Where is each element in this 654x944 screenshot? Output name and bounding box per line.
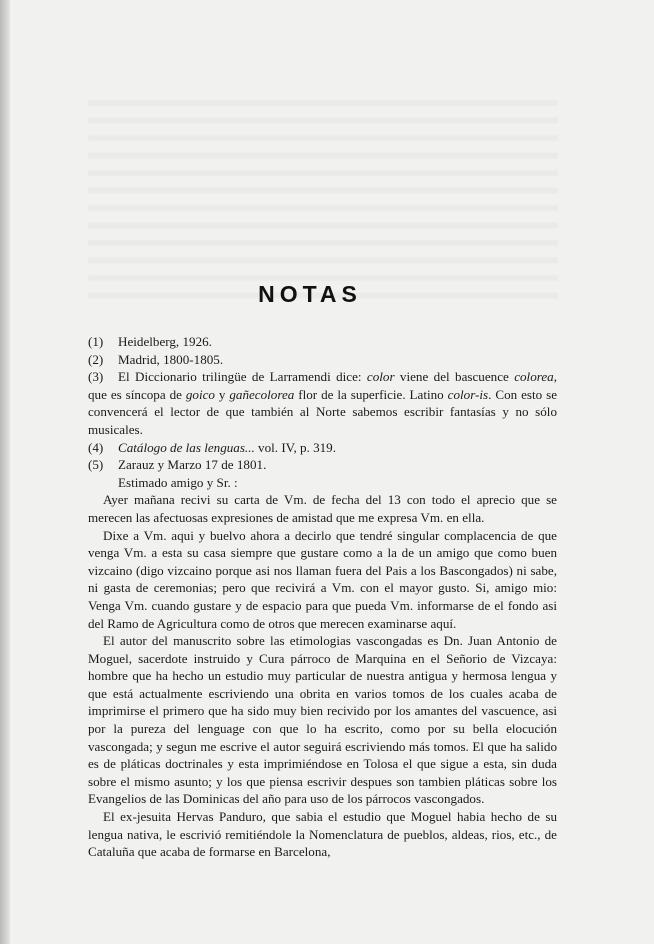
section-heading: NOTAS [258, 281, 362, 307]
footnote-text: vol. IV, p. 319. [254, 439, 336, 455]
page-edge-shadow [0, 0, 10, 944]
footnote-text: gañecolorea [229, 386, 295, 402]
footnote-text: viene del bascuence [394, 369, 515, 385]
footnote-text: goico [185, 386, 215, 402]
footnote-text: flor de la superficie. Latino [294, 386, 448, 402]
footnote-text: y [214, 386, 230, 402]
footnote-2 [88, 351, 557, 369]
letter-paragraph-2: Dixe a Vm. aqui y buelvo ahora a decirlo que tendré singular complacencia de que venga Vm. a esta su casa siempre que gustare como a la de un amigo que como buen vizcaino (digo vizcaino porque asi nos llaman fuera del Pais a los Bascongados) ni sabe, ni gasta de ceremonias; pero que recivirá a Vm. con el mayor gusto. Si, amigo mio: Venga Vm. cuando gustare y de espacio para que pueda Vm. informarse de el fondo asi del Ramo de Agricultura como de otros que merecen examinarse aquí. [88, 527, 557, 631]
footnote-text: color-is [447, 386, 489, 402]
footnote-number: (1) [88, 334, 104, 349]
footnote-text: Madrid, 1800-1805. [118, 351, 224, 367]
footnote-4 [88, 439, 557, 457]
footnote-text: Zarauz y Marzo 17 de 1801. [118, 457, 267, 473]
letter-paragraph-3: El autor del manuscrito sobre las etimologias vascongadas es Dn. Juan Antonio de Moguel, sacerdote instruido y Cura párroco de Marquina en el Señorio de Vizcaya: hombre que ha hecho un estudio muy particular de nuestra antigua y hermosa lengua y que está actualmente escriviendo una obrita en varios tomos de los cuales acaba de imprimirse el primero que ha sido muy bien recivido por los amantes del vascuence, asi por la pureza del lenguage con que lo ha escrito, como por su bella elocución vascongada; y segun me escrive el autor seguirá escriviendo más tomos. El que ha salido es de pláticas doctrinales y esta imprimiéndose en Tolosa el que sigue a esta, sin duda sobre el mismo asunto; y los que piensa escrivir despues son tambien pláticas sobre los Evangelios de las Dominicas del año para uso de los párrocos vascongados. [88, 633, 557, 807]
footnote-text: colorea [514, 369, 554, 385]
footnote-5 [88, 456, 557, 474]
footnotes-list [88, 333, 557, 474]
footnote-text: . Con esto se convencerá el lector de que también al Norte sabemos escribir fantasías y no sólo musicales. [88, 386, 558, 437]
footnote-number: (3) [88, 369, 104, 385]
footnote-text: color [366, 369, 395, 385]
footnote-number: (2) [88, 351, 104, 367]
footnote-text: , que es síncopa de [88, 369, 557, 402]
footnote-3 [88, 368, 557, 438]
footnote-number: (5) [88, 457, 104, 473]
footnote-number: (4) [88, 439, 104, 455]
footnote-text: El Diccionario trilingüe de Larramendi dice: [118, 369, 367, 385]
letter-paragraph-1: Ayer mañana recivi su carta de Vm. de fecha del 13 con todo el aprecio que se merecen las afectuosas expresiones de amistad que me expresa Vm. en ella. [88, 492, 557, 525]
footnote-text: Catálogo de las lenguas... [118, 439, 255, 455]
letter-paragraph-4: El ex-jesuita Hervas Panduro, que sabia el estudio que Moguel habia hecho de su lengua nativa, le escrivió remitiéndole la Nomenclatura de pueblos, aldeas, rios, etc., de Cataluña que acaba de formarse en Barcelona, [88, 809, 557, 860]
letter-salutation: Estimado amigo y Sr. : [118, 474, 238, 490]
show-through-text [88, 100, 558, 300]
footnote-text: Heidelberg, 1926. [118, 334, 212, 349]
notes-body [88, 333, 557, 861]
footnote-1 [88, 333, 557, 351]
